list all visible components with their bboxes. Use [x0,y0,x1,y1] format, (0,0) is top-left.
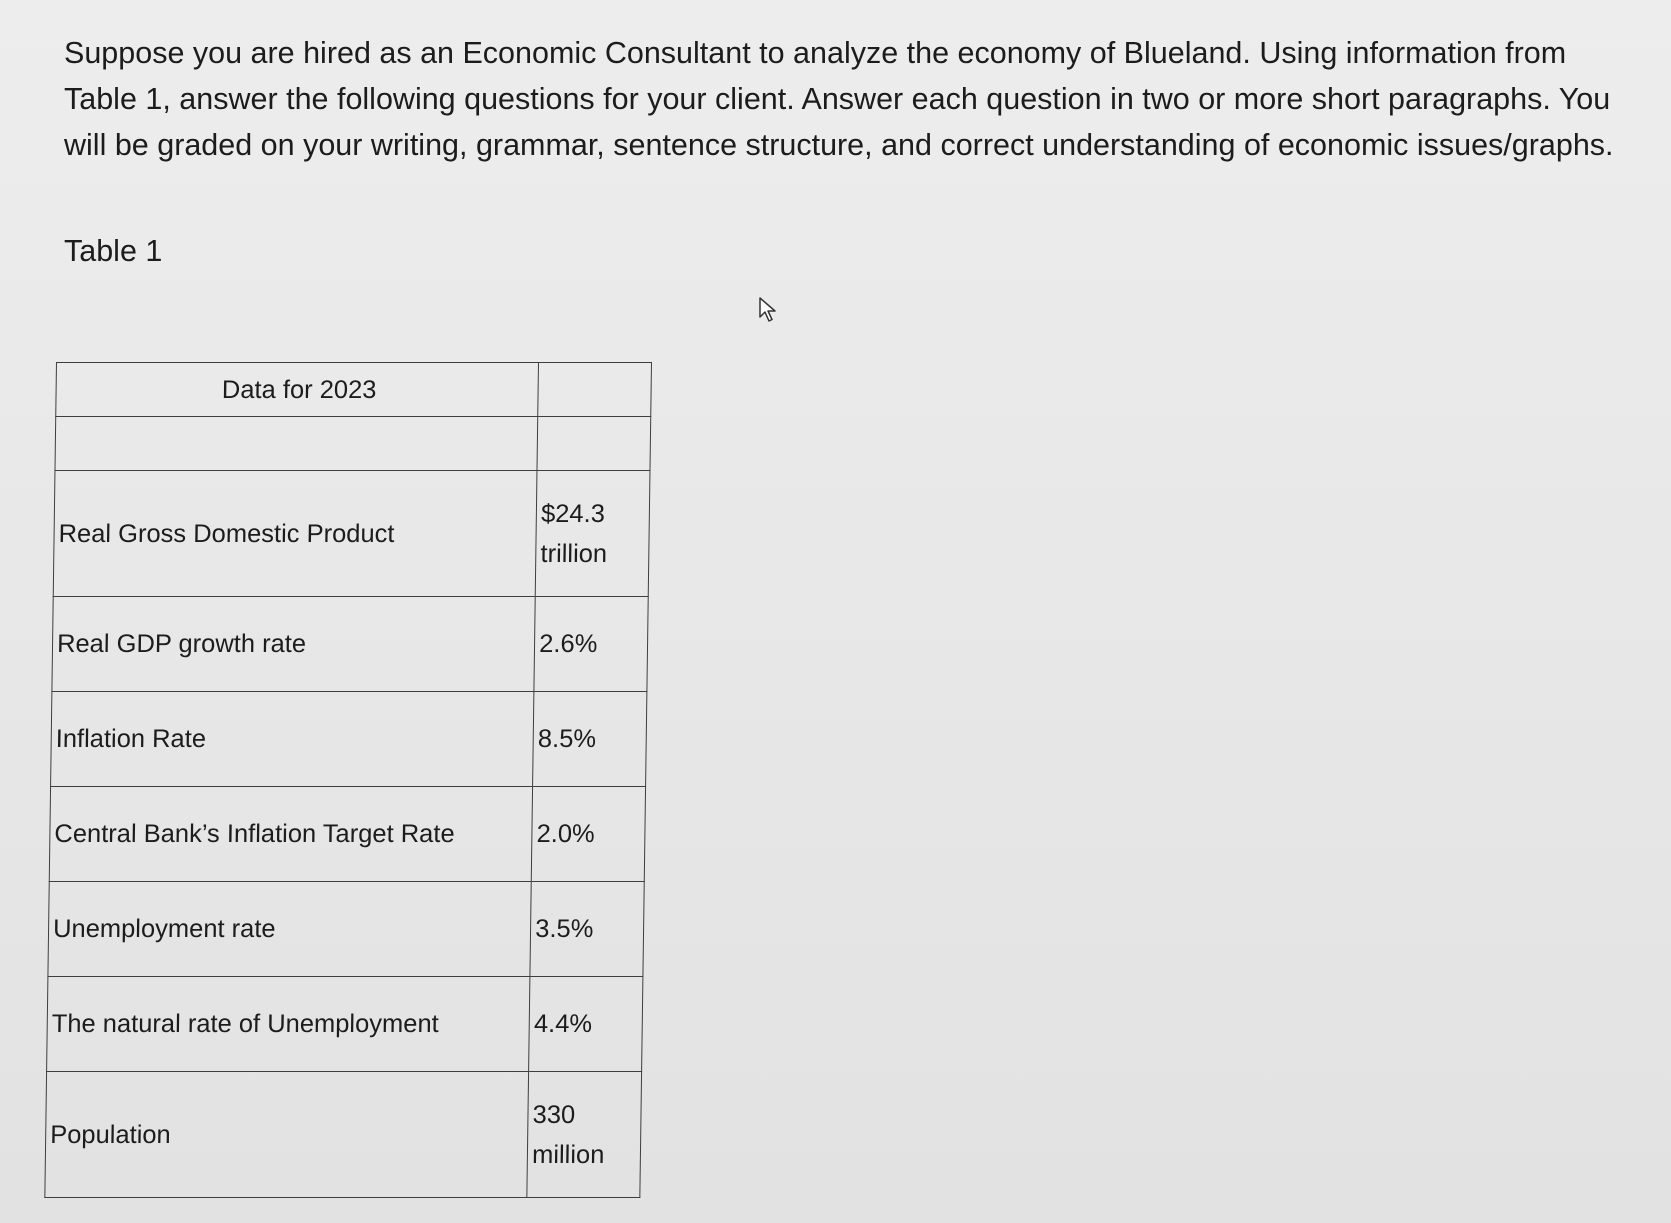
row-label: Population [45,1072,529,1198]
row-label: Real Gross Domestic Product [53,471,537,597]
table-row [48,882,644,977]
row-label: Central Bank’s Inflation Target Rate [49,787,532,882]
row-value: 2.0% [531,787,645,882]
economic-data-table [44,362,652,1198]
row-value: 330 million [531,1100,605,1169]
row-label: Unemployment rate [48,882,531,977]
row-label: Inflation Rate [51,692,534,787]
row-label: Real GDP growth rate [52,597,535,692]
arrow-pointer-icon [758,297,778,323]
table-row [45,1072,642,1198]
table-row [53,471,650,597]
table-header-row [56,363,652,417]
table-row [47,977,643,1072]
row-value: 3.5% [530,882,644,977]
table-row [52,597,648,692]
table-header-value [538,363,652,417]
table-header: Data for 2023 [56,363,539,417]
question-prompt: Suppose you are hired as an Economic Consultant to analyze the economy of Blueland. Using information from Table 1, answer the following questions for your client. Answer each question in two or more short paragraphs. You will be graded on your writing, grammar, sentence structure, and correct understanding of economic issues/graphs. [64,36,1614,162]
table-empty-row [55,417,651,471]
empty-value-cell [537,417,651,471]
row-value: 4.4% [529,977,643,1072]
row-label: The natural rate of Unemployment [47,977,530,1072]
table-row [49,787,645,882]
row-value: 8.5% [533,692,647,787]
table-caption: Table 1 [64,234,163,268]
row-value: 2.6% [534,597,648,692]
row-value: $24.3 trillion [540,499,608,568]
table-row [51,692,647,787]
empty-label-cell [55,417,538,471]
